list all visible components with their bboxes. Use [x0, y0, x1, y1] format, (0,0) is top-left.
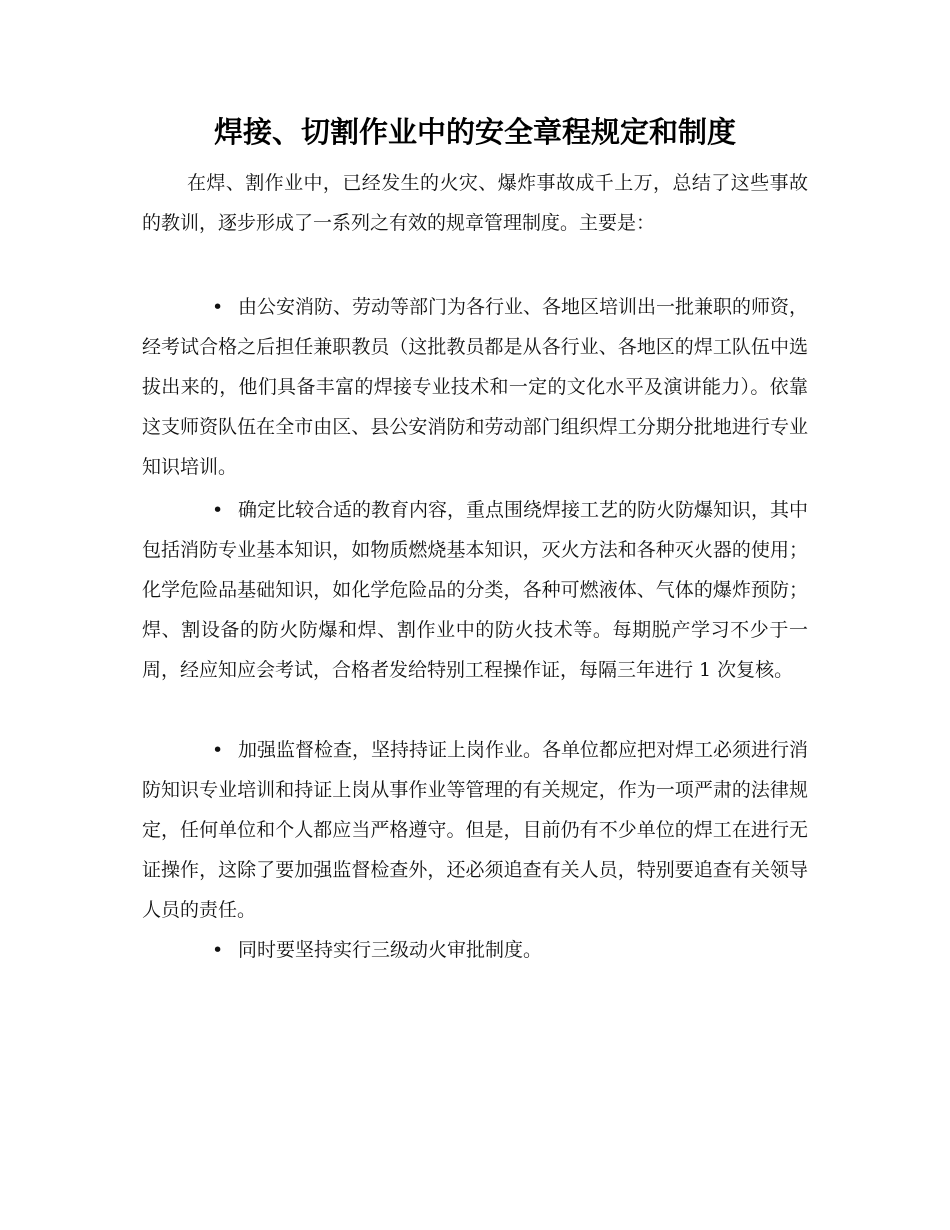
document-title: 焊接、切割作业中的安全章程规定和制度 — [213, 115, 736, 149]
list-item-text: 加强监督检查，坚持持证上岗作业。各单位都应把对焊工必须进行消防知识专业培训和持证上岗从事作业等管理的有关规定，作为一项严肃的法律规定，任何单位和个人都应当严格遵守。但是，目前仍有不少单位的焊工在进行无证操作，这除了要加强监督检查外，还必须追查有关人员，特别要追查有关领导人员的责任。 — [142, 739, 809, 921]
list-item — [142, 490, 808, 690]
bullet-icon: • — [212, 499, 224, 521]
list-item-text: 确定比较合适的教育内容，重点围绕焊接工艺的防火防爆知识，其中包括消防专业基本知识，如物质燃烧基本知识，灭火方法和各种灭火器的使用；化学危险品基础知识，如化学危险品的分类，各种可燃液体、气体的爆炸预防；焊、割设备的防火防爆和焊、割作业中的防火技术等。每期脱产学习不少于一周，经应知应会考试，合格者发给特别工程操作证，每隔三年进行 1 次复核。 — [142, 499, 809, 681]
list-item — [142, 930, 808, 970]
intro-paragraph: 在焊、割作业中，已经发生的火灾、爆炸事故成千上万，总结了这些事故的教训，逐步形成了一系列之有效的规章管理制度。主要是： — [142, 172, 808, 234]
bullet-icon: • — [212, 296, 224, 318]
list-item — [142, 287, 808, 487]
bullet-icon: • — [212, 739, 224, 761]
list-item — [142, 730, 808, 930]
list-item-text: 由公安消防、劳动等部门为各行业、各地区培训出一批兼职的师资，经考试合格之后担任兼职教员（这批教员都是从各行业、各地区的焊工队伍中选拔出来的，他们具备丰富的焊接专业技术和一定的文化水平及演讲能力）。依靠这支师资队伍在全市由区、县公安消防和劳动部门组织焊工分期分批地进行专业知识培训。 — [142, 296, 809, 478]
bullet-icon: • — [212, 939, 224, 961]
list-item-text: 同时要坚持实行三级动火审批制度。 — [238, 939, 543, 961]
